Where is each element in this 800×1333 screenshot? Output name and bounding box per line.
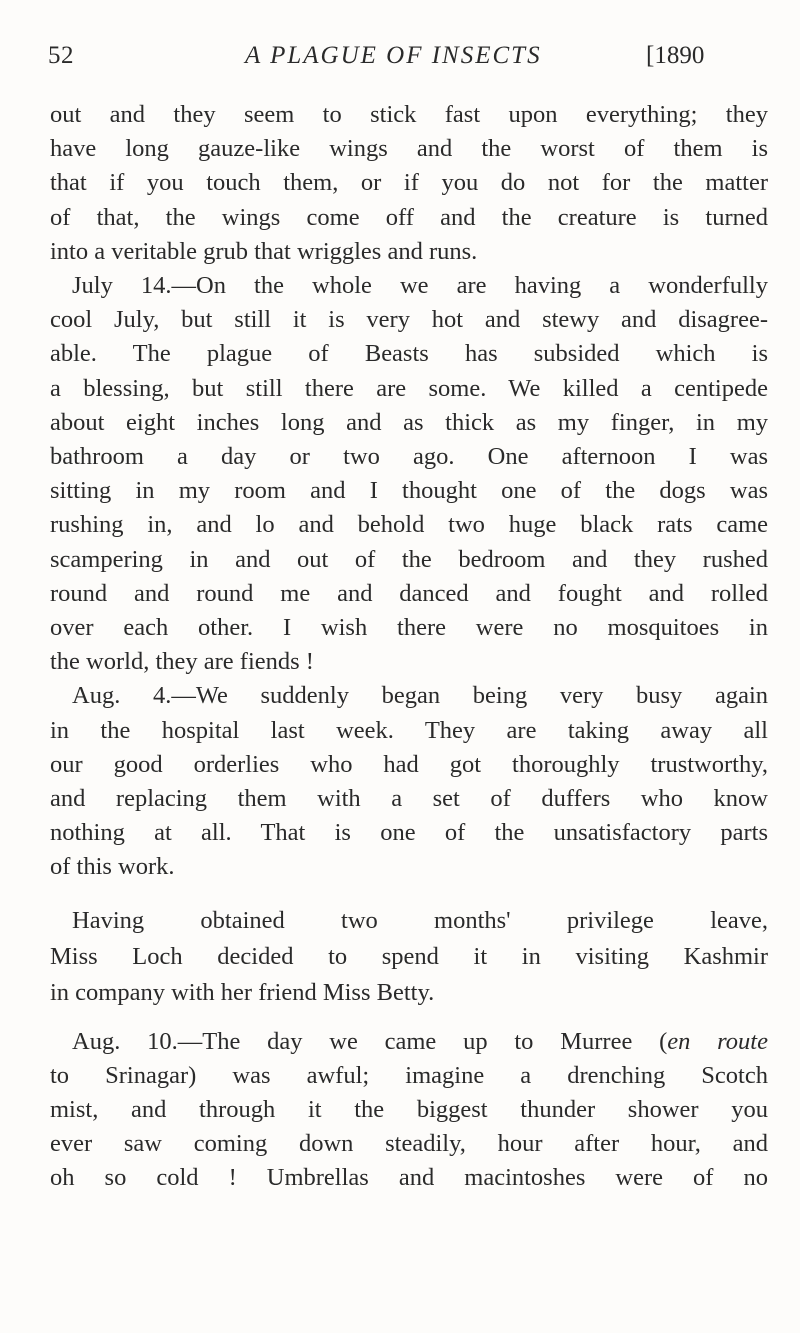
- paragraph: [50, 98, 768, 269]
- text-line: sitting in my room and I thought one of the dogs was: [50, 477, 768, 505]
- text-line: a blessing, but still there are some. We killed a centipede: [50, 374, 768, 402]
- text-line: of that, the wings come off and the creature is turned: [50, 203, 768, 231]
- running-title: A PLAGUE OF INSECTS: [245, 42, 542, 69]
- text-line: scampering in and out of the bedroom and they rushed: [50, 545, 768, 573]
- text-line: about eight inches long and as thick as my finger, in my: [50, 408, 768, 436]
- text-line: Aug. 4.—We suddenly began being very busy again: [72, 682, 768, 710]
- text-line: in company with her friend Miss Betty.: [50, 978, 435, 1006]
- body-text: [50, 98, 768, 1196]
- text-line: mist, and through it the biggest thunder shower you: [50, 1096, 768, 1124]
- text-line: [50, 1025, 768, 1059]
- text-line: able. The plague of Beasts has subsided which is: [50, 340, 768, 368]
- text-line: rushing in, and lo and behold two huge black rats came: [50, 511, 768, 539]
- text-line: of this work.: [50, 853, 175, 881]
- italic-phrase: en route: [667, 1027, 768, 1055]
- text-line: and replacing them with a set of duffers who know: [50, 785, 768, 813]
- paragraph: [50, 269, 768, 679]
- text-line: oh so cold ! Umbrellas and macintoshes were of no: [50, 1164, 768, 1192]
- text-line: nothing at all. That is one of the unsatisfactory parts: [50, 819, 768, 847]
- text-line: over each other. I wish there were no mosquitoes in: [50, 614, 768, 642]
- text-line: cool July, but still it is very hot and stewy and disagree-: [50, 306, 768, 334]
- text-line: in the hospital last week. They are taking away all: [50, 716, 768, 744]
- paragraph: [50, 679, 768, 884]
- text-line: Miss Loch decided to spend it in visiting Kashmir: [50, 942, 768, 970]
- intro-paragraph: [50, 903, 768, 1011]
- page-header: [48, 38, 758, 78]
- header-year: [1890: [646, 42, 705, 69]
- text-line: that if you touch them, or if you do not for the matter: [50, 169, 768, 197]
- text-line: our good orderlies who had got thoroughly trustworthy,: [50, 750, 768, 778]
- text-line: to Srinagar) was awful; imagine a drenching Scotch: [50, 1061, 768, 1089]
- text-line: Having obtained two months' privilege leave,: [72, 906, 768, 934]
- paragraph: [50, 1025, 768, 1196]
- text-line: ever saw coming down steadily, hour after hour, and: [50, 1130, 768, 1158]
- text-line: into a veritable grub that wriggles and runs.: [50, 237, 478, 265]
- text-line: bathroom a day or two ago. One afternoon I was: [50, 443, 768, 471]
- text-line: the world, they are fiends !: [50, 648, 314, 676]
- text-line: out and they seem to stick fast upon everything; they: [50, 101, 768, 128]
- page-number: 52: [48, 42, 74, 69]
- text-line: round and round me and danced and fought and rolled: [50, 579, 768, 607]
- text-fragment: Aug. 10.—The day we came up to Murree (: [72, 1027, 668, 1055]
- text-line: July 14.—On the whole we are having a wonderfully: [72, 272, 768, 300]
- text-line: have long gauze-like wings and the worst of them is: [50, 135, 768, 163]
